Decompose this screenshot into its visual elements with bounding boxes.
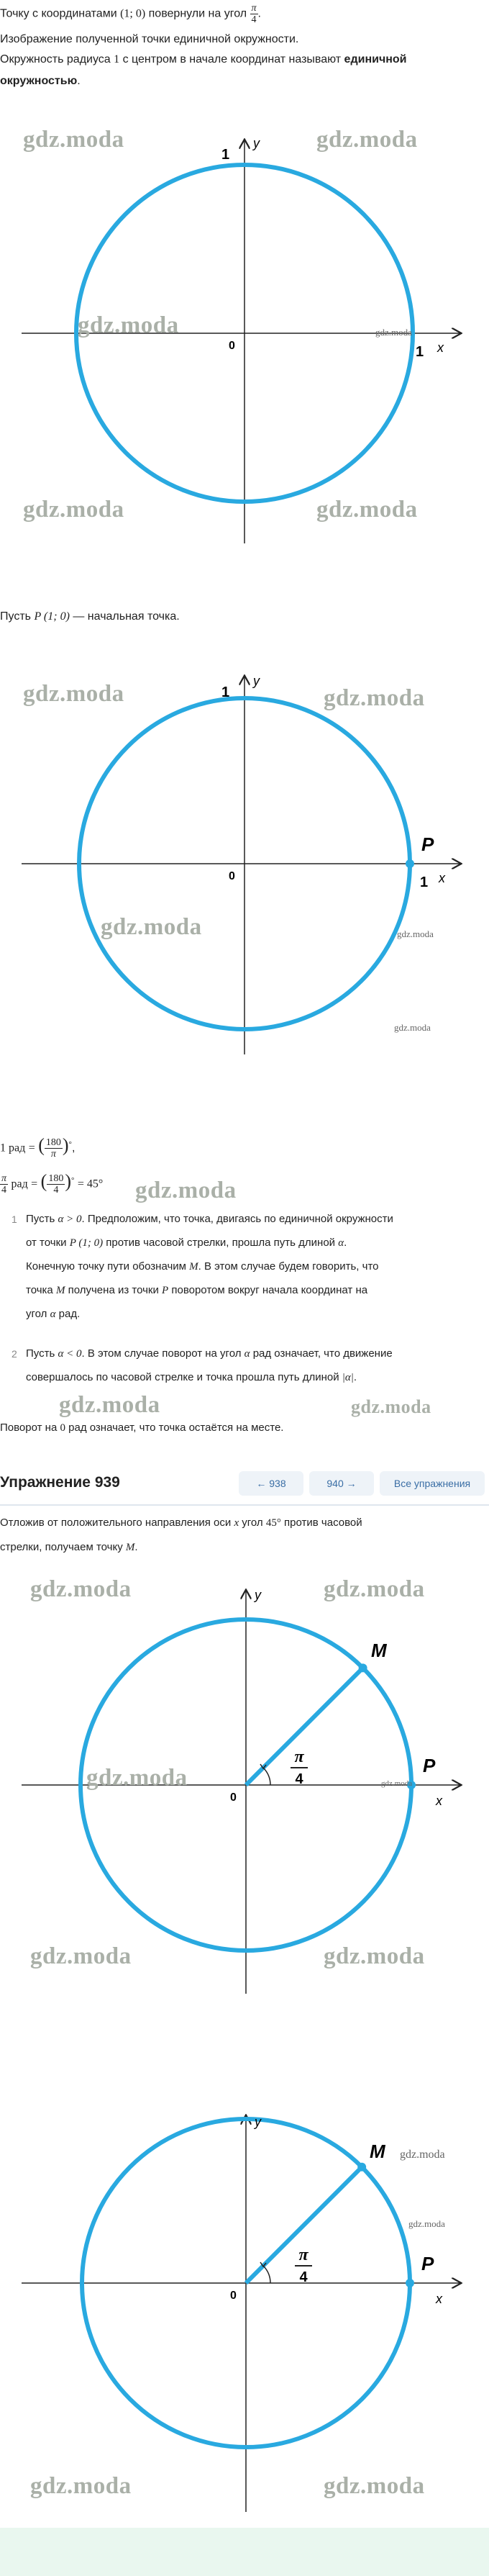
point-p-label: P bbox=[421, 833, 434, 855]
angle-arc bbox=[263, 1768, 270, 1785]
origin-label: 0 bbox=[229, 870, 235, 882]
exercise-text-line-2: стрелки, получаем точку M. bbox=[0, 1541, 138, 1553]
exercise-header bbox=[0, 1465, 489, 1503]
angle-label-den: 4 bbox=[299, 2269, 308, 2285]
watermark: gdz.moda bbox=[23, 497, 124, 523]
list-number-2: 2 bbox=[12, 1348, 17, 1360]
formula-1: 1 рад = ( $\frac{180}{\pi}$ )°, bbox=[0, 1134, 76, 1160]
y-one-label: 1 bbox=[221, 684, 230, 700]
angle-arc bbox=[263, 2266, 270, 2283]
point-m-marker bbox=[359, 1663, 367, 1672]
angle-label-num: π bbox=[294, 1748, 304, 1766]
prev-exercise-button[interactable]: ← 938 bbox=[239, 1471, 303, 1496]
watermark: gdz.moda bbox=[324, 1943, 425, 1969]
watermark: gdz.moda bbox=[59, 1392, 160, 1418]
p-start-text: Пусть P (1; 0) — начальная точка. bbox=[0, 610, 180, 623]
zero-rotation-text: Поворот на 0 рад означает, что точка остаётся на месте. bbox=[0, 1422, 284, 1434]
x-one-label: 1 bbox=[416, 344, 424, 360]
origin-label: 0 bbox=[230, 1791, 237, 1804]
point-m-marker bbox=[357, 2163, 366, 2171]
watermark: gdz.moda bbox=[324, 1576, 425, 1602]
list-item-2-line-1: Пусть α < 0. В этом случае поворот на угол α рад означает, что движение bbox=[26, 1347, 393, 1360]
all-exercises-button[interactable]: Все упражнения bbox=[380, 1471, 485, 1496]
x-one-label: 1 bbox=[420, 875, 429, 890]
list-item-1-line-2: от точки P (1; 0) против часовой стрелки, прошла путь длиной α. bbox=[26, 1237, 347, 1249]
watermark: gdz.moda bbox=[135, 1178, 237, 1203]
header-divider bbox=[0, 1504, 489, 1506]
list-item-1-line-3: Конечную точку пути обозначим M. В этом случае будем говорить, что bbox=[26, 1260, 379, 1273]
watermark: gdz.moda bbox=[400, 2148, 445, 2161]
intro-line-2: Изображение полученной точки единичной окружности. bbox=[0, 33, 299, 45]
exercise-text-line-1: Отложив от положительного направления оси x угол 45° против часовой bbox=[0, 1517, 362, 1529]
x-label: x bbox=[436, 2292, 442, 2306]
watermark: gdz.moda bbox=[23, 681, 124, 707]
bottom-bar bbox=[0, 2528, 489, 2576]
point-p-label: P bbox=[421, 2253, 434, 2274]
formula-2: $\frac{\pi}{4}$ рад = ( $\frac{180}{4}$ )° = 45° bbox=[1, 1170, 104, 1196]
point-m-label: M bbox=[371, 1640, 387, 1661]
watermark: gdz.moda bbox=[316, 127, 418, 153]
x-label: x bbox=[436, 1794, 442, 1808]
watermark: gdz.moda bbox=[324, 2473, 425, 2499]
point-p-marker bbox=[406, 859, 414, 868]
unit-circle-figure-2 bbox=[0, 655, 489, 1058]
intro-line-3: Окружность радиуса 1 с центром в начале координат называют единичной bbox=[0, 53, 407, 65]
watermark: gdz.moda bbox=[351, 1396, 431, 1417]
list-number-1: 1 bbox=[12, 1214, 17, 1225]
point-p-label: P bbox=[423, 1755, 436, 1776]
next-exercise-button[interactable]: 940 → bbox=[309, 1471, 374, 1496]
watermark: gdz.moda bbox=[381, 1779, 413, 1788]
y-one-label: 1 bbox=[221, 147, 230, 163]
watermark: gdz.moda bbox=[23, 127, 124, 153]
angle-label-den: 4 bbox=[295, 1771, 303, 1787]
point-m-label: M bbox=[370, 2141, 385, 2162]
intro-line-1: Точку с координатами (1; 0) повернули на угол $\frac{\pi}{4}$ . bbox=[0, 3, 261, 25]
watermark: gdz.moda bbox=[30, 2473, 132, 2499]
x-label: x bbox=[437, 340, 444, 355]
angle-label-num: π bbox=[298, 2246, 309, 2264]
point-p-marker bbox=[406, 2279, 414, 2287]
angle-fraction: $\frac{\pi}{4}$ bbox=[251, 3, 257, 25]
watermark: gdz.moda bbox=[375, 327, 412, 338]
list-item-2-line-2: совершалось по часовой стрелке и точка прошла путь длиной |α|. bbox=[26, 1371, 357, 1383]
unit-circle-figure-3 bbox=[0, 1569, 489, 2001]
watermark: gdz.moda bbox=[101, 914, 202, 940]
list-item-1-line-1: Пусть α > 0. Предположим, что точка, двигаясь по единичной окружности bbox=[26, 1213, 393, 1225]
watermark: gdz.moda bbox=[324, 685, 425, 711]
unit-circle-figure-4 bbox=[0, 2102, 489, 2519]
intro-line-4: окружностью. bbox=[0, 75, 81, 87]
y-label: y bbox=[253, 136, 260, 150]
list-item-1-line-4: точка M получена из точки P поворотом вокруг начала координат на bbox=[26, 1284, 368, 1296]
origin-label: 0 bbox=[229, 340, 235, 352]
watermark: gdz.moda bbox=[397, 928, 434, 939]
y-label: y bbox=[255, 2115, 261, 2129]
watermark: gdz.moda bbox=[86, 1765, 188, 1791]
watermark: gdz.moda bbox=[316, 497, 418, 523]
watermark: gdz.moda bbox=[408, 2218, 445, 2229]
origin-label: 0 bbox=[230, 2290, 237, 2302]
y-label: y bbox=[253, 674, 260, 688]
watermark: gdz.moda bbox=[30, 1943, 132, 1969]
watermark: gdz.moda bbox=[78, 312, 179, 338]
y-label: y bbox=[255, 1588, 261, 1602]
exercise-title: Упражнение 939 bbox=[0, 1474, 120, 1491]
watermark: gdz.moda bbox=[30, 1576, 132, 1602]
x-label: x bbox=[439, 871, 445, 885]
list-item-1-line-5: угол α рад. bbox=[26, 1308, 81, 1320]
unit-circle-figure-1 bbox=[0, 104, 489, 551]
watermark: gdz.moda bbox=[394, 1022, 431, 1033]
